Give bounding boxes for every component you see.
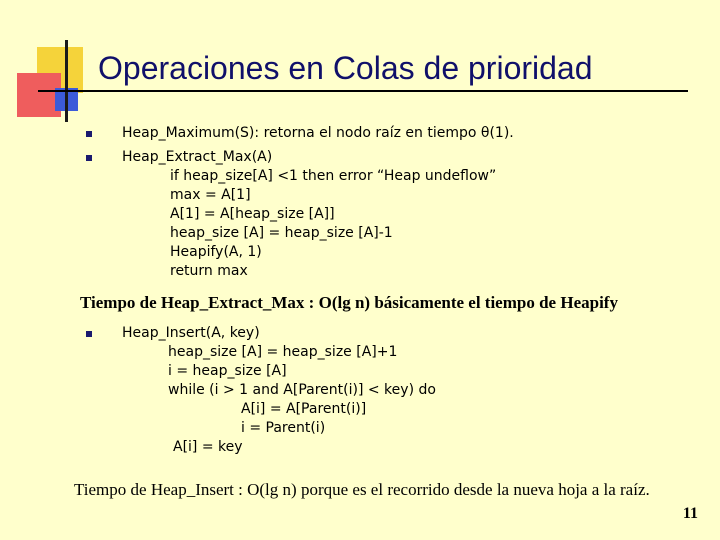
code-line: max = A[1] bbox=[170, 187, 251, 203]
code-line: if heap_size[A] <1 then error “Heap undeflow” bbox=[170, 168, 497, 184]
bullet-heap-maximum: Heap_Maximum(S): retorna el nodo raíz en tiempo θ(1). bbox=[122, 125, 514, 141]
code-line: A[1] = A[heap_size [A]] bbox=[170, 206, 335, 222]
code-line: heap_size [A] = heap_size [A]-1 bbox=[170, 225, 393, 241]
code-line: return max bbox=[170, 263, 248, 279]
code-line: Heapify(A, 1) bbox=[170, 244, 262, 260]
code-line: i = heap_size [A] bbox=[168, 363, 287, 379]
bullet-heap-extract-max: Heap_Extract_Max(A) bbox=[122, 149, 273, 165]
code-line: heap_size [A] = heap_size [A]+1 bbox=[168, 344, 398, 360]
bullet-marker bbox=[86, 155, 92, 161]
page-number: 11 bbox=[682, 505, 698, 522]
bullet-heap-insert: Heap_Insert(A, key) bbox=[122, 325, 260, 341]
code-line: i = Parent(i) bbox=[241, 420, 326, 436]
bullet-marker bbox=[86, 131, 92, 137]
title-underline bbox=[38, 90, 688, 92]
note-extract-max-time: Tiempo de Heap_Extract_Max : O(lg n) básicamente el tiempo de Heapify bbox=[80, 293, 618, 312]
corner-logo bbox=[0, 0, 100, 130]
code-line: A[i] = key bbox=[173, 439, 243, 455]
bullet-marker bbox=[86, 331, 92, 337]
logo-vertical-line bbox=[65, 40, 68, 122]
note-insert-time: Tiempo de Heap_Insert : O(lg n) porque es el recorrido desde la nueva hoja a la raíz. bbox=[74, 480, 650, 499]
slide-title: Operaciones en Colas de prioridad bbox=[98, 50, 593, 86]
code-line: A[i] = A[Parent(i)] bbox=[241, 401, 367, 417]
code-line: while (i > 1 and A[Parent(i)] < key) do bbox=[168, 382, 436, 398]
